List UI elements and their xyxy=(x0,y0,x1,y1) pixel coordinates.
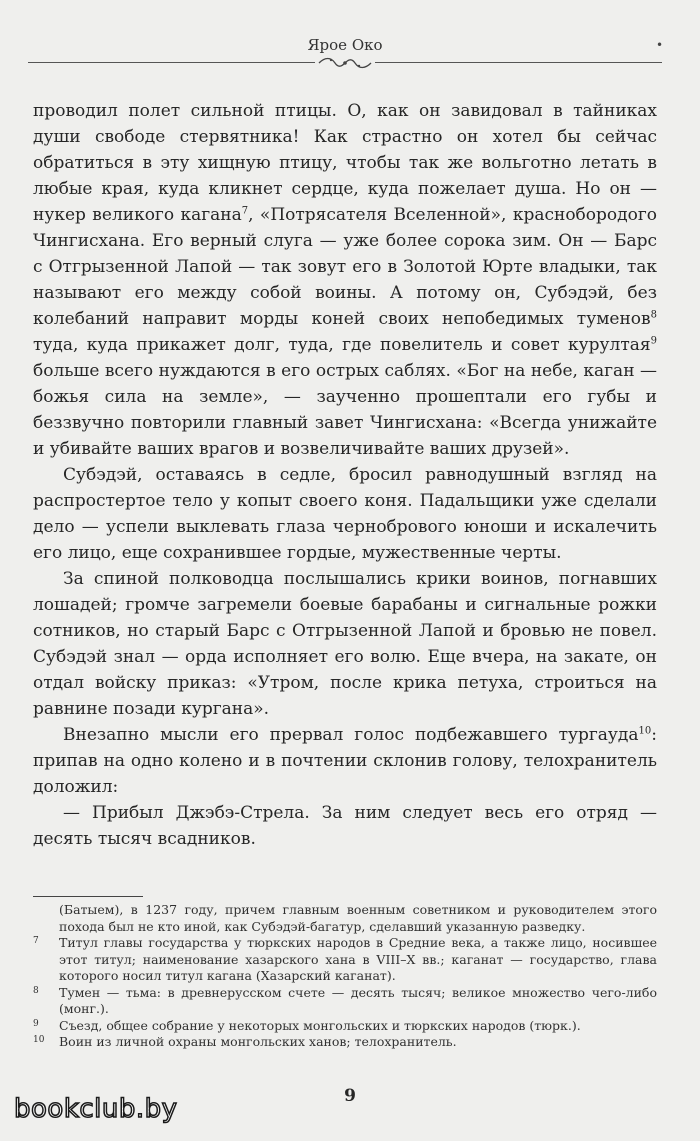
footnote-mark: 8 xyxy=(33,985,39,996)
watermark: bookclub.by xyxy=(14,1094,178,1124)
page-number: 9 xyxy=(344,1086,356,1106)
ornament-icon xyxy=(315,55,375,71)
paragraph-3: За спиной полководца послышались крики воинов, погнавших лошадей; громче загремели боевые барабаны и сигнальные рожки сотников, но старый Барс с Отгрызенной Лапой и бровью не повел. Субэдэй знал — орда исполняет его волю. Еще вчера, на закате, он отдал войску приказ: «Утром, после крика петуха, строиться на равнине позади кургана». xyxy=(33,569,657,719)
main-text xyxy=(33,98,657,852)
footnote-ref-10: 10 xyxy=(638,725,652,737)
footnote-continuation: (Батыем), в 1237 году, причем главным военным советником и руководителем этого похода был не кто иной, как Субэдэй-багатур, сделавший указанную разведку. xyxy=(59,902,657,934)
footnote-ref-7: 7 xyxy=(241,205,249,217)
footnote-ref-8: 8 xyxy=(650,309,657,321)
footnote-9: 9 Съезд, общее собрание у некоторых монгольских и тюркских народов (тюрк.). xyxy=(33,1017,581,1033)
footnote-mark: 9 xyxy=(33,1018,39,1029)
running-title: Ярое Око xyxy=(307,36,383,54)
footnotes xyxy=(33,902,657,1051)
running-header xyxy=(28,36,662,76)
footnote-10: 10 Воин из личной охраны монгольских ханов; телохранитель. xyxy=(33,1034,457,1049)
footnote-7: 7 Титул главы государства у тюркских народов в Средние века, а также лицо, носившее этот титул; наименование хазарского хана в VIII–X вв.; каганат — государство, глава которого носил титул кагана (Хазарский каганат). xyxy=(33,935,657,983)
paragraph-2: Субэдэй, оставаясь в седле, бросил равнодушный взгляд на распростертое тело у копыт своего коня. Падальщики уже сделали дело — успели выклевать глаза чернобрового юноши и искалечить его лицо, еще сохранившее гордые, мужественные черты. xyxy=(33,465,657,563)
paragraph-1: проводил полет сильной птицы. О, как он завидовал в тайниках души свободе стервятника! Как страстно он хотел бы сейчас обратиться в эту хищную птицу, чтобы так же вольготно летать в любые края, куда кликнет сердце, куда пожелает душа. Но он — нукер великого кагана$^7$, «Потрясателя Вселенной», краснобородого Чингисхана. Его верный слуга — уже более сорока зим. Он — Барс с Отгрызенной Лапой — так зовут его в Золотой Юрте владыки, так называют его между собой воины. А потому он, Субэдэй, без колебаний направит морды коней своих непобедимых туменов$^8$ туда, куда прикажет долг, туда, где повелитель и совет курултая$^9$ больше всего нуждаются в его острых саблях. «Бог на небе, каган — божья сила на земле», — заученно прошептали его губы и беззвучно повторили главный завет Чингисхана: «Всегда унижайте и убивайте ваших врагов и возвеличивайте ваших друзей». xyxy=(33,101,657,459)
footnote-separator xyxy=(33,896,143,897)
paragraph-5: — Прибыл Джэбэ-Стрела. За ним следует весь его отряд — десять тысяч всадников. xyxy=(33,803,657,849)
footnote-mark: 10 xyxy=(33,1035,45,1045)
footnote-mark: 7 xyxy=(33,936,39,946)
paragraph-4: Внезапно мысли его прервал голос подбежавшего тургауда$^{10}$: припав на одно колено и в почтении склонив голову, телохранитель доложил: xyxy=(33,725,657,797)
corner-mark: • xyxy=(656,38,664,52)
footnote-ref-9: 9 xyxy=(650,335,657,347)
footnote-8: 8 Тумен — тьма: в древнерусском счете — десять тысяч; великое множество чего-либо (монг.). xyxy=(33,984,657,1016)
